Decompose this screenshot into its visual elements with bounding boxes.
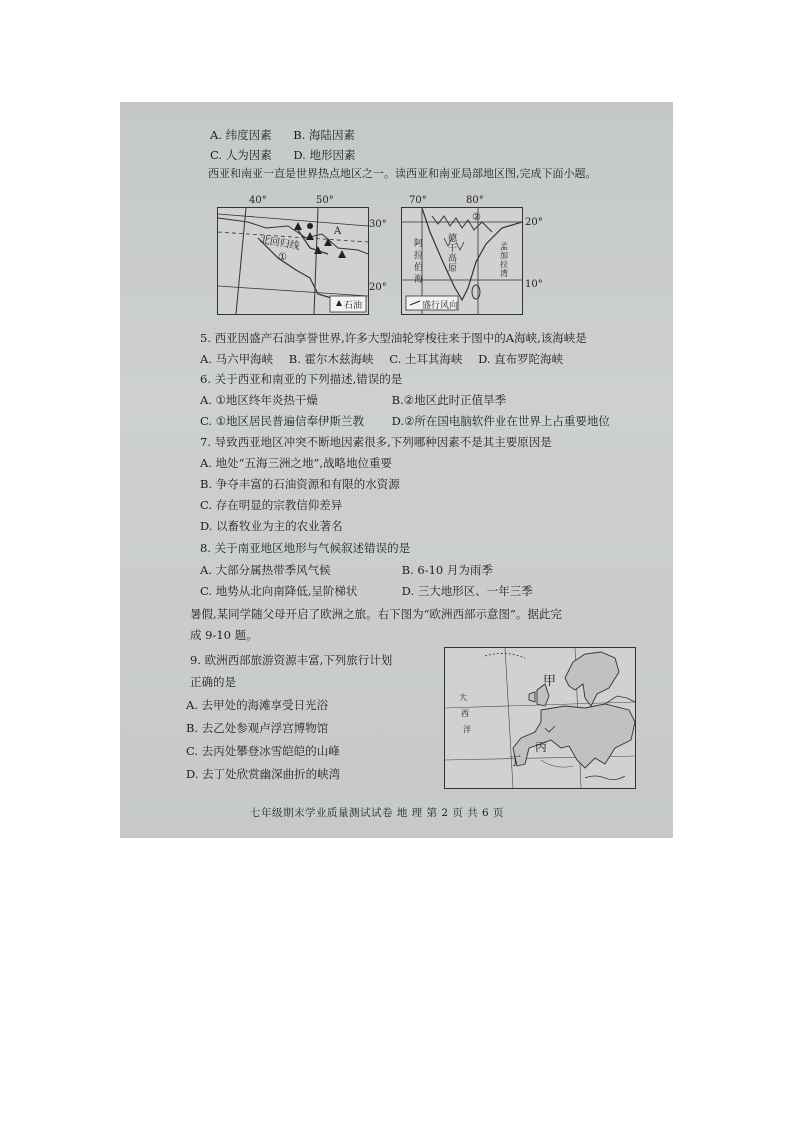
q5-stem: 5. 西亚因盛产石油享誉世界,许多大型油轮穿梭往来于图中的A海峡,该海峡是 xyxy=(200,331,587,345)
map-western-europe xyxy=(444,647,636,789)
q7-option-d: D. 以畜牧业为主的农业著名 xyxy=(200,519,343,533)
map-western-europe-drawing xyxy=(445,648,635,788)
q4-options-row2 xyxy=(210,148,355,162)
intro-europe-line2: 成 9-10 题。 xyxy=(190,628,258,642)
arabian-sea-label: 阿拉伯海 xyxy=(414,239,424,285)
lon-80-label: 80° xyxy=(466,195,484,206)
q4-option-b: B. 海陆因素 xyxy=(293,128,356,142)
q8-stem: 8. 关于南亚地区地形与气候叙述错误的是 xyxy=(200,541,411,555)
page-footer: 七年级期末学业质量测试试卷 地 理 第 2 页 共 6 页 xyxy=(250,807,505,819)
q4-option-d: D. 地形因素 xyxy=(293,148,356,162)
q4-options-row1 xyxy=(210,128,355,142)
intro-west-south-asia: 西亚和南亚一直是世界热点地区之一。读西亚和南亚局部地区图,完成下面小题。 xyxy=(208,167,597,180)
atlantic-label-1: 大 xyxy=(459,693,467,702)
q8-options-row1 xyxy=(200,563,493,577)
prevailing-wind-legend-label: 盛行风向 xyxy=(422,301,459,311)
q6-options-row1 xyxy=(200,393,506,407)
q9-option-c: C. 去丙处攀登冰雪皑皑的山峰 xyxy=(186,744,340,758)
q9-stem-line2: 正确的是 xyxy=(190,675,236,689)
lat-30-label: 30° xyxy=(369,219,387,230)
q5-option-c: C. 土耳其海峡 xyxy=(389,352,463,366)
lon-70-label: 70° xyxy=(409,195,427,206)
q6-options-row2 xyxy=(200,414,610,428)
map2-lat-10-label: 10° xyxy=(525,279,543,290)
q7-option-a: A. 地处“五海三洲之地”,战略地位重要 xyxy=(200,456,393,470)
q9-option-d: D. 去丁处欣赏幽深曲折的峡湾 xyxy=(186,767,341,781)
q6-option-a: A. ①地区终年炎热干燥 xyxy=(200,393,318,407)
q6-option-d: D.②所在国电脑软件业在世界上占重要地位 xyxy=(391,414,610,428)
q8-option-a: A. 大部分属热带季风气候 xyxy=(200,563,331,577)
deccan-plateau-label: 德干高原 xyxy=(448,234,458,274)
q5-options xyxy=(200,352,563,366)
lon-50-label: 50° xyxy=(316,195,334,206)
lat-20-label: 20° xyxy=(369,282,387,293)
intro-europe-line1: 暑假,某同学随父母开启了欧洲之旅。右下图为“欧洲西部示意图”。据此完 xyxy=(190,607,562,621)
q5-option-b: B. 霍尔木兹海峡 xyxy=(288,352,374,366)
tropic-label: 北回归线 xyxy=(259,234,301,253)
region-1-label: ① xyxy=(278,252,287,263)
oil-legend-label: 石油 xyxy=(344,301,363,311)
q7-stem: 7. 导致西亚地区冲突不断地因素很多,下列哪种因素不是其主要原因是 xyxy=(200,435,552,449)
exam-sheet-photo xyxy=(120,102,673,838)
strait-a-label: A xyxy=(334,226,342,237)
q4-option-c: C. 人为因素 xyxy=(210,148,272,162)
label-jia: 甲 xyxy=(543,674,557,689)
q6-stem: 6. 关于西亚和南亚的下列描述,错误的是 xyxy=(200,372,403,386)
map2-lat-20-label: 20° xyxy=(525,217,543,228)
q7-option-b: B. 争夺丰富的石油资源和有限的水资源 xyxy=(200,477,400,491)
region-2-label: ② xyxy=(472,212,481,223)
map-south-asia xyxy=(401,207,523,315)
q6-option-b: B.②地区此时正值旱季 xyxy=(391,393,507,407)
q8-options-row2 xyxy=(200,584,533,598)
q7-option-c: C. 存在明显的宗教信仰差异 xyxy=(200,498,343,512)
q9-option-a: A. 去甲处的海滩享受日光浴 xyxy=(186,698,329,712)
q4-option-a: A. 纬度因素 xyxy=(210,128,272,142)
atlantic-label-2: 西 xyxy=(461,709,469,718)
atlantic-label-3: 洋 xyxy=(463,725,471,734)
label-bing: 丙 xyxy=(535,740,548,754)
label-ding: 丁 xyxy=(509,754,522,768)
map-west-asia xyxy=(217,207,369,315)
bay-of-bengal-label: 孟加拉湾 xyxy=(500,242,508,278)
q9-stem-line1: 9. 欧洲西部旅游资源丰富,下列旅行计划 xyxy=(190,653,393,667)
q9-option-b: B. 去乙处参观卢浮宫博物馆 xyxy=(186,721,329,735)
lon-40-label: 40° xyxy=(249,195,267,206)
q8-option-c: C. 地势从北向南降低,呈阶梯状 xyxy=(200,584,358,598)
q6-option-c: C. ①地区居民普遍信奉伊斯兰教 xyxy=(200,414,365,428)
q8-option-d: D. 三大地形区、一年三季 xyxy=(401,584,533,598)
q8-option-b: B. 6-10 月为雨季 xyxy=(401,563,493,577)
q5-option-d: D. 直布罗陀海峡 xyxy=(478,352,564,366)
q5-option-a: A. 马六甲海峡 xyxy=(200,352,274,366)
